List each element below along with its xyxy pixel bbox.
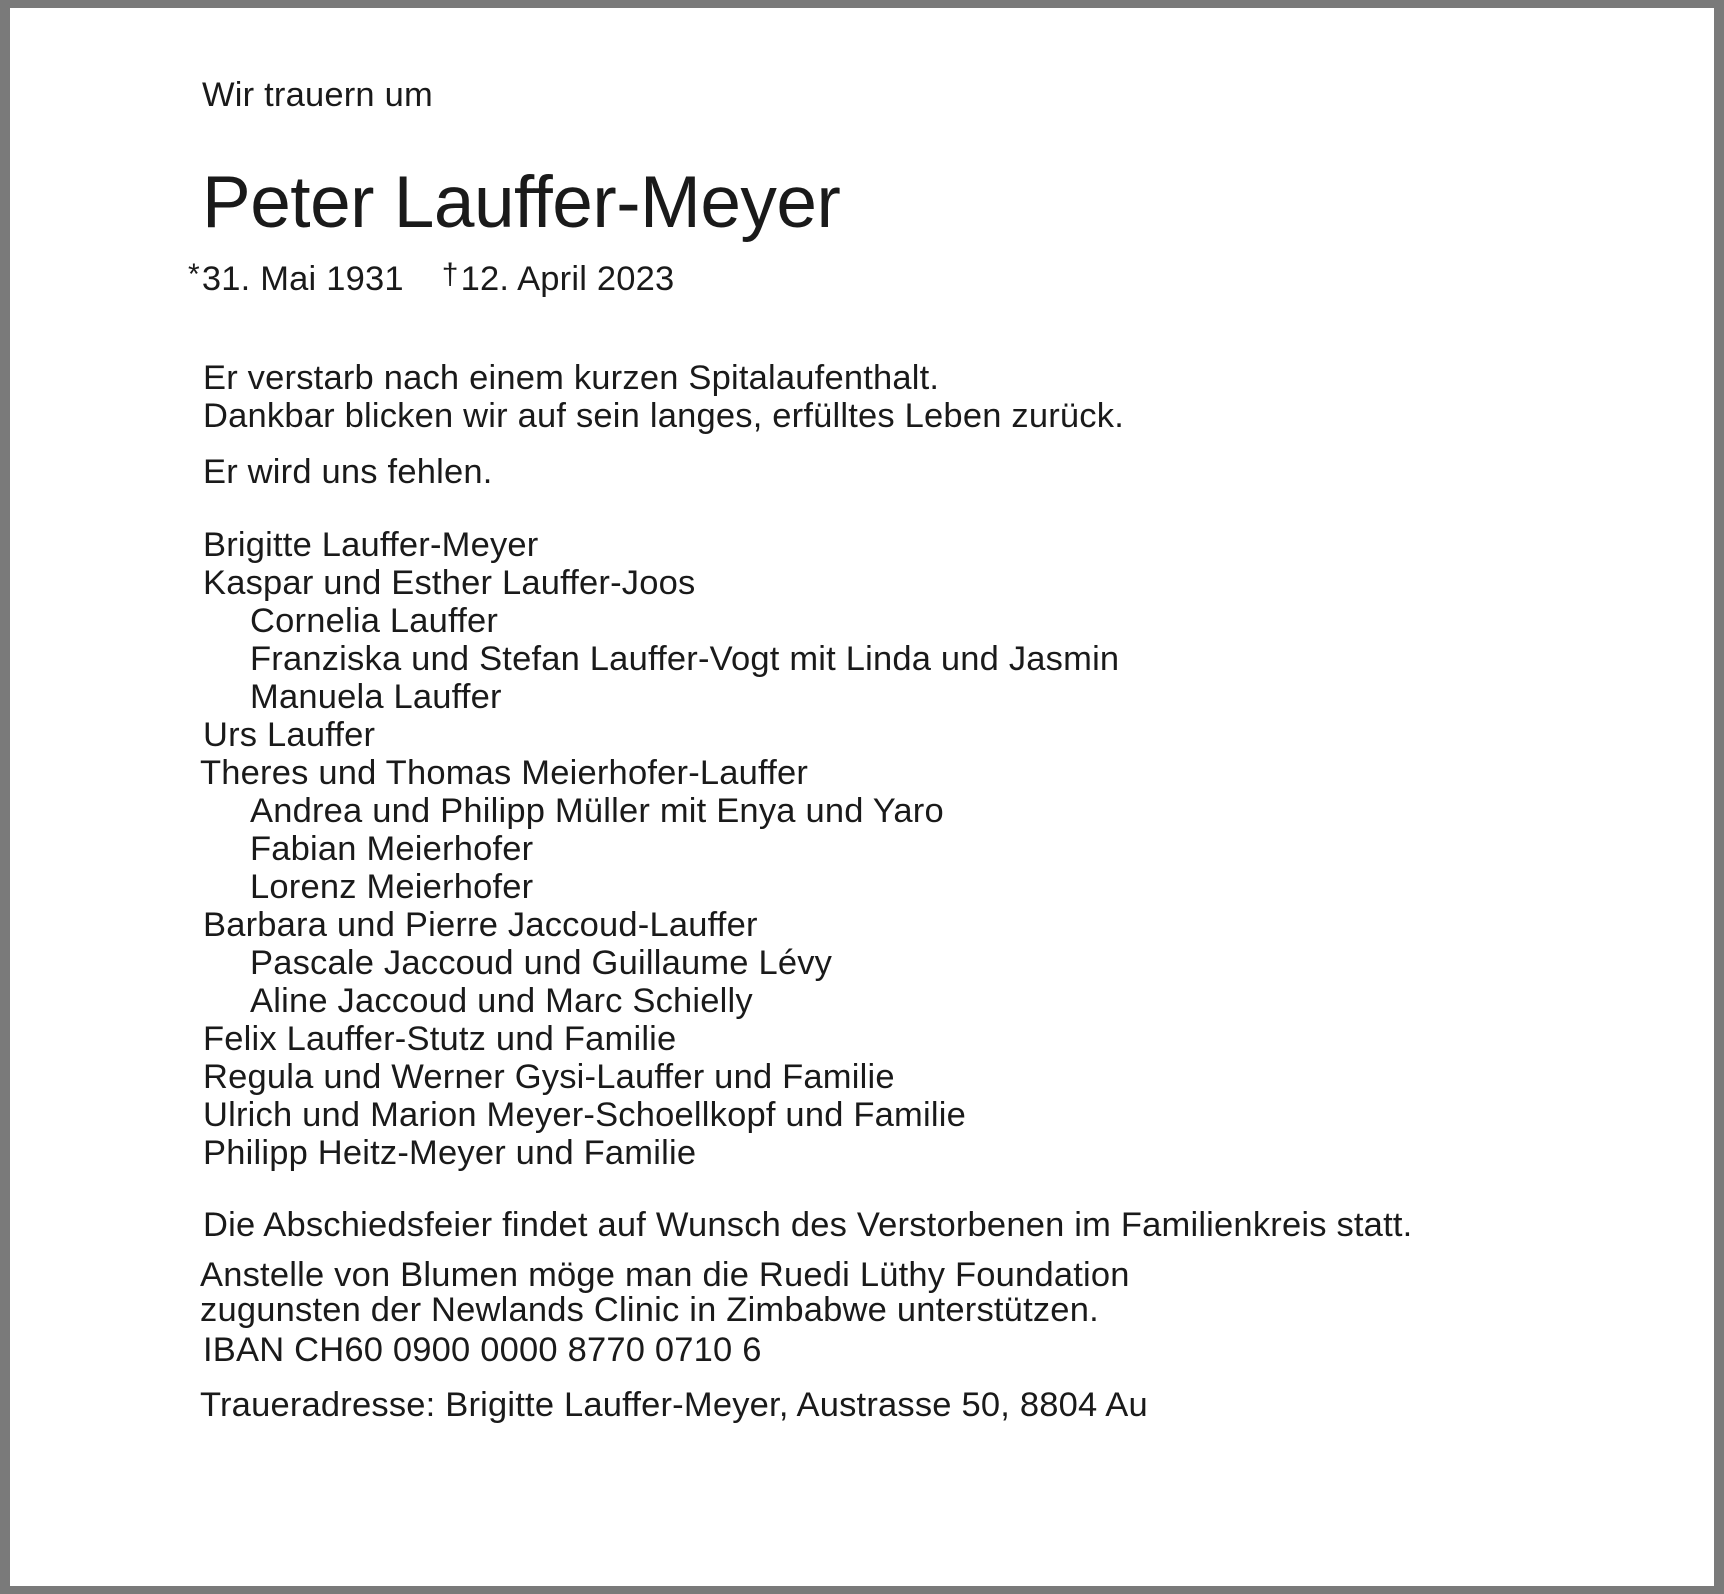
life-dates [188, 260, 674, 297]
mourner-entry: Pascale Jaccoud und Guillaume Lévy [250, 944, 833, 982]
death-group [442, 260, 675, 297]
mourner-entry: Aline Jaccoud und Marc Schielly [250, 982, 753, 1020]
iban-text: IBAN CH60 0900 0000 8770 0710 6 [203, 1331, 762, 1369]
mourner-entry: Regula und Werner Gysi-Lauffer und Familie [203, 1058, 895, 1096]
message-line: Dankbar blicken wir auf sein langes, erfülltes Leben zurück. [203, 397, 1124, 435]
mourner-entry: Manuela Lauffer [250, 678, 502, 716]
mourner-entry: Andrea und Philipp Müller mit Enya und Yaro [250, 792, 944, 830]
death-symbol: † [441, 258, 459, 291]
mourner-entry: Barbara und Pierre Jaccoud-Lauffer [203, 906, 758, 944]
message-line: Er verstarb nach einem kurzen Spitalaufenthalt. [203, 359, 940, 397]
mourner-entry: Franziska und Stefan Lauffer-Vogt mit Linda und Jasmin [250, 640, 1120, 678]
mourning-address: Traueradresse: Brigitte Lauffer-Meyer, Austrasse 50, 8804 Au [200, 1386, 1148, 1424]
intro-text: Wir trauern um [202, 76, 433, 114]
mourner-entry: Cornelia Lauffer [250, 602, 499, 640]
birth-symbol: * [188, 258, 200, 291]
mourner-entry: Fabian Meierhofer [250, 830, 534, 868]
mourner-entry: Felix Lauffer-Stutz und Familie [203, 1020, 677, 1058]
ceremony-text: Die Abschiedsfeier findet auf Wunsch des Verstorbenen im Familienkreis statt. [203, 1206, 1413, 1244]
mourner-entry: Ulrich und Marion Meyer-Schoellkopf und Familie [203, 1096, 966, 1134]
donation-line: Anstelle von Blumen möge man die Ruedi Lüthy Foundation [200, 1256, 1130, 1294]
mourner-entry: Brigitte Lauffer-Meyer [203, 526, 539, 564]
message-line: Er wird uns fehlen. [203, 453, 493, 491]
mourner-entry: Kaspar und Esther Lauffer-Joos [203, 564, 696, 602]
mourner-entry: Lorenz Meierhofer [250, 868, 534, 906]
death-date: 12. April 2023 [460, 260, 675, 298]
birth-date: 31. Mai 1931 [201, 260, 404, 298]
mourner-entry: Philipp Heitz-Meyer und Familie [203, 1134, 697, 1172]
mourner-entry: Theres und Thomas Meierhofer-Lauffer [200, 754, 809, 792]
deceased-name: Peter Lauffer-Meyer [202, 162, 841, 243]
mourner-entry: Urs Lauffer [203, 716, 376, 754]
donation-line: zugunsten der Newlands Clinic in Zimbabwe unterstützen. [200, 1291, 1099, 1329]
